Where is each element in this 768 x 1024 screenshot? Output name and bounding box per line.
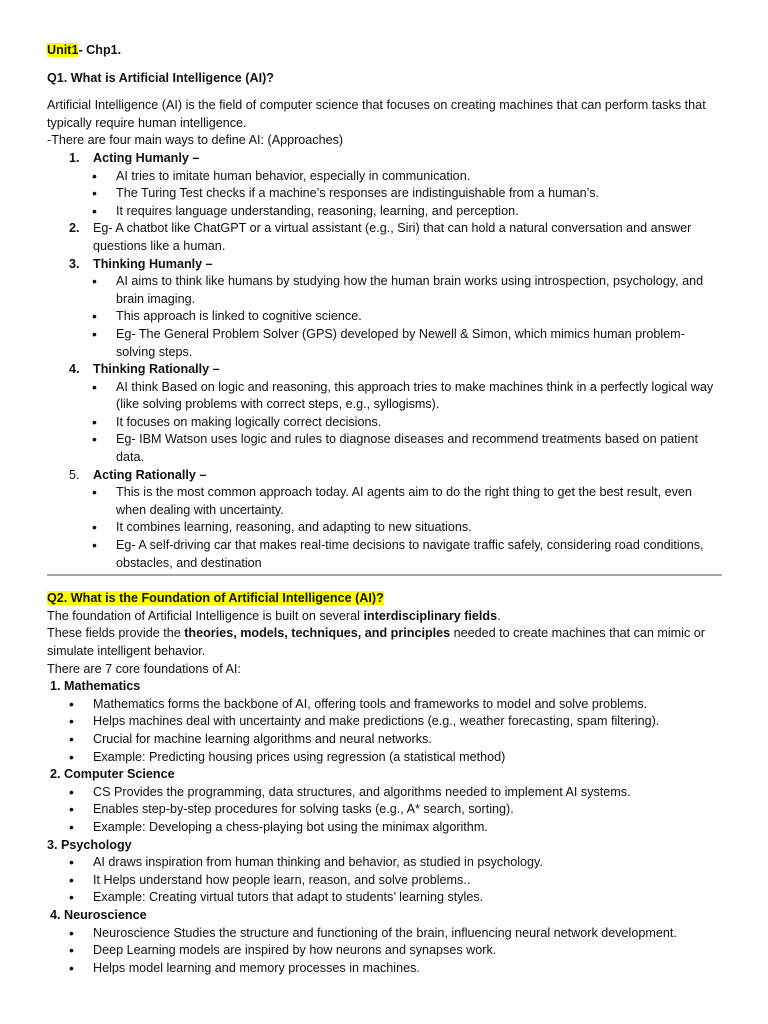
- q2-line-3: There are 7 core foundations of AI:: [47, 661, 241, 676]
- item-number: 5.: [69, 467, 80, 482]
- approach-1-bullets: [47, 168, 722, 221]
- item-number: 2.: [69, 221, 80, 236]
- list-item: • This is the most common approach today. AI agents aim to do the right thing to get the best result, even when dealing with uncertainty.: [47, 484, 722, 519]
- list-item: • The Turing Test checks if a machine’s responses are indistinguishable from a human’s.: [47, 185, 722, 203]
- list-item: • Neuroscience Studies the structure and functioning of the brain, influencing neural network development.: [47, 925, 722, 943]
- q2-line-1-end: .: [497, 608, 501, 623]
- list-item: • AI draws inspiration from human thinking and behavior, as studied in psychology.: [47, 854, 722, 872]
- approach-5-bullets: [47, 484, 722, 572]
- foundation-neuroscience-title: 4. Neuroscience: [50, 907, 147, 922]
- foundation-cs-title: 2. Computer Science: [50, 767, 175, 782]
- foundation-neuroscience-bullets: [47, 925, 722, 978]
- item-number: 3.: [69, 256, 80, 271]
- q2-line-2-bold: theories, models, techniques, and principles: [184, 626, 451, 641]
- approach-item-4: [47, 361, 722, 379]
- list-item: • Enables step-by-step procedures for solving tasks (e.g., A* search, sorting).: [47, 801, 722, 819]
- list-item: • Helps machines deal with uncertainty and make predictions (e.g., weather forecasting, spam filtering).: [47, 713, 722, 731]
- q2-line-1-text: The foundation of Artificial Intelligence is built on several: [47, 608, 364, 623]
- approach-item-5: [47, 467, 722, 485]
- q2-line-1: [47, 608, 722, 626]
- list-item: • Mathematics forms the backbone of AI, offering tools and frameworks to model and solve problems.: [47, 696, 722, 714]
- foundation-mathematics-title: 1. Mathematics: [50, 679, 141, 694]
- list-item: • Eg- The General Problem Solver (GPS) developed by Newell & Simon, which mimics human problem-solving steps.: [47, 326, 722, 361]
- q1-approaches-line: -There are four main ways to define AI: (Approaches): [47, 133, 344, 148]
- chapter-label: - Chp1.: [78, 43, 122, 57]
- approach-item-2: [47, 220, 722, 255]
- q2-title-text: Q2. What is the Foundation of Artificial Intelligence (AI)?: [47, 591, 384, 606]
- list-item: • Example: Predicting housing prices using regression (a statistical method): [47, 749, 722, 767]
- q2-line-2-text: These fields provide the: [47, 626, 185, 641]
- list-item: • It focuses on making logically correct decisions.: [47, 414, 722, 432]
- section-divider: [47, 574, 722, 576]
- foundation-psychology-title: 3. Psychology: [47, 837, 132, 852]
- list-item: • Eg- A self-driving car that makes real-time decisions to navigate traffic safely, considering road conditions, obstacles, and destination: [47, 537, 722, 572]
- approach-item-1: [47, 150, 722, 168]
- q1-intro: Artificial Intelligence (AI) is the field of computer science that focuses on creating machines that can perform tasks that typically require human intelligence.: [47, 98, 706, 130]
- list-item: • Example: Creating virtual tutors that adapt to students’ learning styles.: [47, 889, 722, 907]
- item-text: Eg- A chatbot like ChatGPT or a virtual assistant (e.g., Siri) that can hold a natural conversation and answer questions like a human.: [93, 221, 692, 253]
- list-item: • It requires language understanding, reasoning, learning, and perception.: [47, 203, 722, 221]
- q2-line-1-bold: interdisciplinary fields: [363, 608, 498, 623]
- approach-4-bullets: [47, 379, 722, 467]
- list-item: • Deep Learning models are inspired by how neurons and synapses work.: [47, 942, 722, 960]
- item-number: 1.: [69, 150, 80, 165]
- list-item: • This approach is linked to cognitive science.: [47, 308, 722, 326]
- item-number: 4.: [69, 362, 80, 377]
- list-item: • It combines learning, reasoning, and adapting to new situations.: [47, 519, 722, 537]
- unit-header: [47, 42, 722, 60]
- list-item: • Eg- IBM Watson uses logic and rules to diagnose diseases and recommend treatments based on patient data.: [47, 431, 722, 466]
- foundation-cs-bullets: [47, 784, 722, 837]
- q2-line-2: [47, 625, 722, 660]
- list-item: • AI think Based on logic and reasoning, this approach tries to make machines think in a perfectly logical way (like solving problems with correct steps, e.g., syllogisms).: [47, 379, 722, 414]
- approach-item-3: [47, 256, 722, 274]
- approach-3-bullets: [47, 273, 722, 361]
- foundation-mathematics-bullets: [47, 696, 722, 766]
- q2-line-2-end: needed to create machines that can mimic or simulate intelligent behavior.: [47, 626, 705, 658]
- item-heading: Thinking Humanly –: [93, 256, 213, 271]
- list-item: • It Helps understand how people learn, reason, and solve problems..: [47, 872, 722, 890]
- unit-label: Unit1: [47, 43, 79, 57]
- foundation-psychology-bullets: [47, 854, 722, 907]
- item-heading: Acting Humanly –: [93, 150, 200, 165]
- q1-title: Q1. What is Artificial Intelligence (AI)?: [47, 70, 274, 85]
- list-item: • Helps model learning and memory processes in machines.: [47, 960, 722, 978]
- list-item: • Example: Developing a chess-playing bot using the minimax algorithm.: [47, 819, 722, 837]
- q2-title: [47, 590, 722, 608]
- item-heading: Thinking Rationally –: [93, 362, 220, 377]
- item-heading: Acting Rationally –: [93, 467, 207, 482]
- list-item: • AI aims to think like humans by studying how the human brain works using introspection, psychology, and brain imaging.: [47, 273, 722, 308]
- list-item: • AI tries to imitate human behavior, especially in communication.: [47, 168, 722, 186]
- list-item: • Crucial for machine learning algorithms and neural networks.: [47, 731, 722, 749]
- list-item: • CS Provides the programming, data structures, and algorithms needed to implement AI systems.: [47, 784, 722, 802]
